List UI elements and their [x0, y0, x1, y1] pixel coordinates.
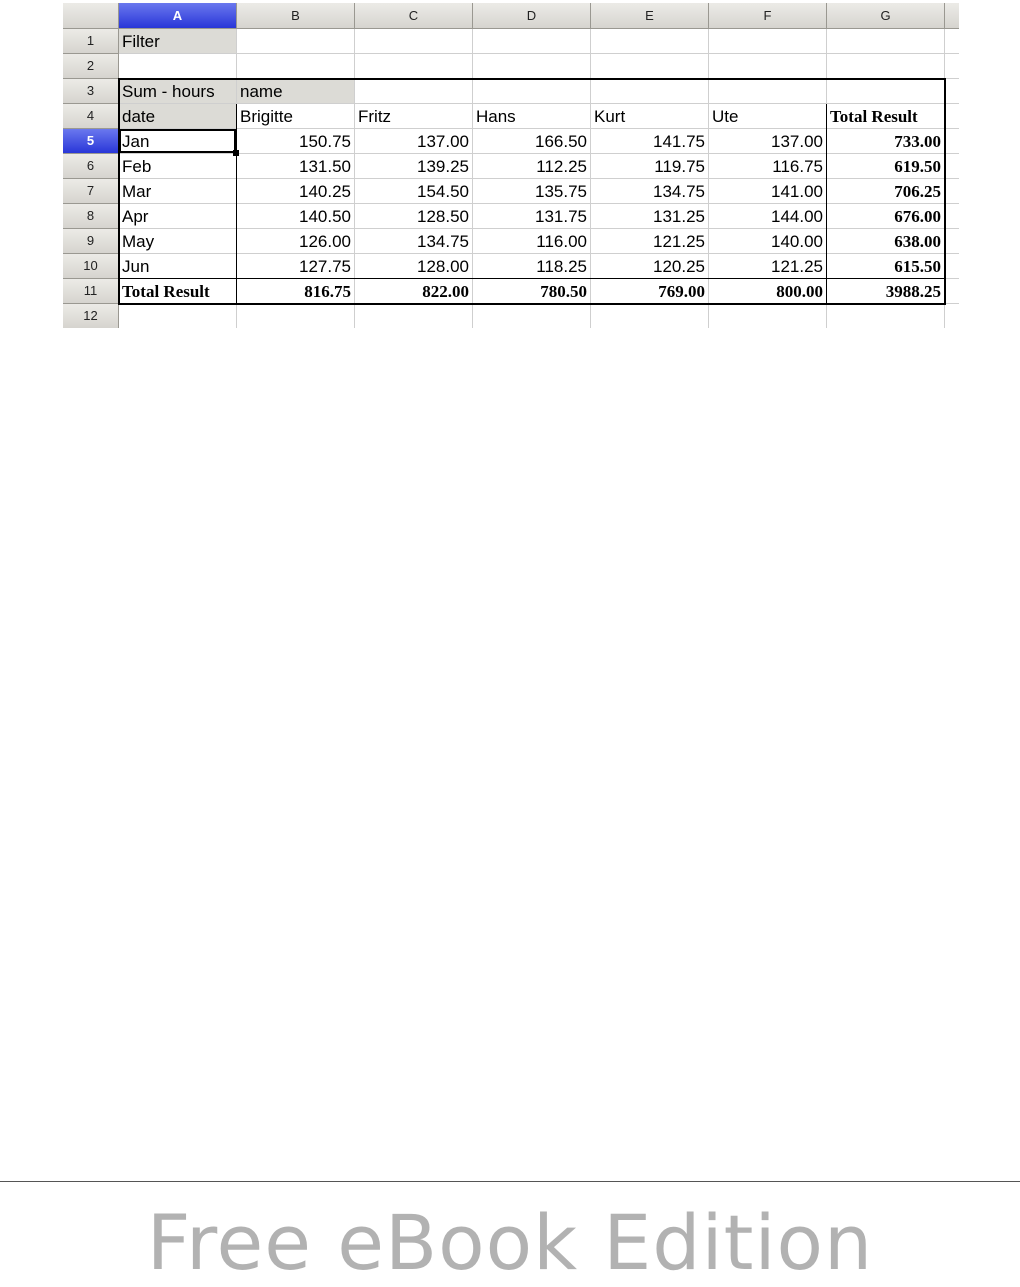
- cell-f11[interactable]: 800.00: [776, 282, 823, 301]
- cell-b9[interactable]: 126.00: [299, 232, 351, 251]
- cell-a8[interactable]: Apr: [122, 207, 149, 226]
- pivot-border-bottom: [118, 303, 946, 305]
- cell-f6[interactable]: 116.75: [772, 157, 823, 176]
- cell-b10[interactable]: 127.75: [299, 257, 351, 276]
- cell-c11[interactable]: 822.00: [422, 282, 469, 301]
- cell-f5[interactable]: 137.00: [771, 132, 823, 151]
- cell-g10[interactable]: 615.50: [894, 257, 941, 276]
- cell-f4[interactable]: Ute: [712, 107, 739, 126]
- cell-g5[interactable]: 733.00: [894, 132, 941, 151]
- cell-d10[interactable]: 118.25: [536, 257, 587, 276]
- row-header-10[interactable]: 10: [63, 254, 119, 279]
- row-header-4[interactable]: 4: [63, 104, 119, 129]
- cell-c10[interactable]: 128.00: [417, 257, 469, 276]
- cell-d11[interactable]: 780.50: [540, 282, 587, 301]
- cell-e10[interactable]: 120.25: [653, 257, 705, 276]
- cell-b4[interactable]: Brigitte: [240, 107, 293, 126]
- cell-c8[interactable]: 128.50: [417, 207, 469, 226]
- pivot-border-total-row: [118, 278, 946, 279]
- cell-g9[interactable]: 638.00: [894, 232, 941, 251]
- cell-g7[interactable]: 706.25: [894, 182, 941, 201]
- column-header-f[interactable]: F: [709, 3, 827, 29]
- column-header-e[interactable]: E: [591, 3, 709, 29]
- cell-c4[interactable]: Fritz: [358, 107, 392, 126]
- cell-a9[interactable]: May: [122, 232, 155, 251]
- cell-e11[interactable]: 769.00: [658, 282, 705, 301]
- cell-e9[interactable]: 121.25: [653, 232, 705, 251]
- spreadsheet-grid: [63, 3, 959, 328]
- cell-a11[interactable]: Total Result: [122, 282, 210, 301]
- cell-c5[interactable]: 137.00: [417, 132, 469, 151]
- cell-a10[interactable]: Jun: [122, 257, 150, 276]
- cell-e8[interactable]: 131.25: [653, 207, 705, 226]
- row-header-7[interactable]: 7: [63, 179, 119, 204]
- cell-e6[interactable]: 119.75: [654, 157, 705, 176]
- cell-f8[interactable]: 144.00: [771, 207, 823, 226]
- cell-e7[interactable]: 134.75: [653, 182, 705, 201]
- pivot-border-top: [118, 78, 946, 80]
- cell-d4[interactable]: Hans: [476, 107, 516, 126]
- column-header-b[interactable]: B: [237, 3, 355, 29]
- cell-a6[interactable]: Feb: [122, 157, 152, 176]
- column-header-c[interactable]: C: [355, 3, 473, 29]
- cell-e5[interactable]: 141.75: [653, 132, 705, 151]
- cell-d5[interactable]: 166.50: [535, 132, 587, 151]
- cell-f7[interactable]: 141.00: [771, 182, 823, 201]
- cell-f9[interactable]: 140.00: [771, 232, 823, 251]
- cell-d8[interactable]: 131.75: [535, 207, 587, 226]
- cell-b6[interactable]: 131.50: [299, 157, 351, 176]
- row-header-1[interactable]: 1: [63, 29, 119, 54]
- footer-watermark: Free eBook Edition: [146, 1198, 874, 1287]
- row-header-5[interactable]: 5: [63, 129, 119, 154]
- cell-g8[interactable]: 676.00: [894, 207, 941, 226]
- cell-g11[interactable]: 3988.25: [885, 282, 941, 301]
- cell-f10[interactable]: 121.25: [771, 257, 823, 276]
- cell-c9[interactable]: 134.75: [417, 232, 469, 251]
- cell-d7[interactable]: 135.75: [535, 182, 587, 201]
- column-header-g[interactable]: G: [827, 3, 945, 29]
- cell-b11[interactable]: 816.75: [304, 282, 351, 301]
- cell-d9[interactable]: 116.00: [536, 232, 587, 251]
- row-header-9[interactable]: 9: [63, 229, 119, 254]
- cell-b3[interactable]: name: [237, 79, 354, 103]
- row-header-8[interactable]: 8: [63, 204, 119, 229]
- cell-g4[interactable]: Total Result: [830, 107, 918, 126]
- cell-a5[interactable]: Jan: [119, 129, 236, 153]
- cell-b5[interactable]: 150.75: [299, 132, 351, 151]
- select-all-corner[interactable]: [63, 3, 119, 29]
- row-header-2[interactable]: 2: [63, 54, 119, 79]
- cell-a1[interactable]: Filter: [119, 29, 236, 53]
- row-header-12[interactable]: 12: [63, 304, 119, 328]
- cell-b7[interactable]: 140.25: [299, 182, 351, 201]
- cell-b8[interactable]: 140.50: [299, 207, 351, 226]
- row-header-3[interactable]: 3: [63, 79, 119, 104]
- cell-c6[interactable]: 139.25: [417, 157, 469, 176]
- pivot-border-left: [118, 78, 120, 304]
- pivot-border-row-field: [236, 104, 237, 304]
- gridline-horizontal: [119, 53, 959, 54]
- cell-a3[interactable]: Sum - hours: [119, 79, 236, 103]
- column-header-a[interactable]: A: [119, 3, 237, 29]
- column-header-bar: [63, 3, 959, 29]
- column-header-partial[interactable]: [945, 3, 959, 29]
- cell-g6[interactable]: 619.50: [894, 157, 941, 176]
- pivot-border-total-col: [826, 104, 827, 304]
- footer-divider: [0, 1181, 1020, 1182]
- row-header-6[interactable]: 6: [63, 154, 119, 179]
- pivot-border-right: [944, 78, 946, 304]
- cell-d6[interactable]: 112.25: [536, 157, 587, 176]
- row-header-11[interactable]: 11: [63, 279, 119, 304]
- column-header-d[interactable]: D: [473, 3, 591, 29]
- cell-c7[interactable]: 154.50: [417, 182, 469, 201]
- cell-a4[interactable]: date: [119, 104, 236, 128]
- cell-e4[interactable]: Kurt: [594, 107, 626, 126]
- cell-a7[interactable]: Mar: [122, 182, 152, 201]
